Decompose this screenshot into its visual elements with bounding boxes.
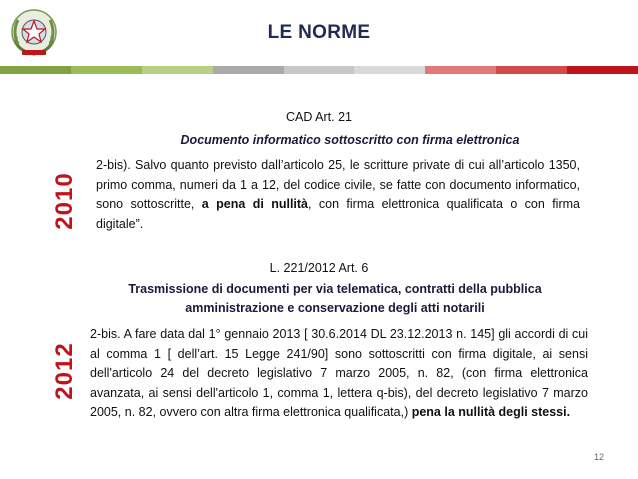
- stripe-segment: [142, 66, 213, 74]
- paragraph-2012-text: 2-bis. A fare data dal 1° gennaio 2013 [ 30.6.2014 DL 23.12.2013 n. 145] gli accordi di cui al comma 1 [ dell’art. 15 Legge 241/90] sono sottoscritti con firma digitale, ai sensi dell'articolo 24 del decreto legislativo 7 marzo 2005, n. 82, (con firma elettronica avanzata, ai sensi dell'articolo 1, comma 1, lettera q-bis), del decreto legislativo 7 marzo 2005, n. 82, ovvero con altra firma elettronica qualificata,): [90, 327, 588, 420]
- color-stripe: [0, 66, 638, 74]
- stripe-segment: [496, 66, 567, 74]
- paragraph-2010-text: 2-bis). Salvo quanto previsto dall’articolo 25, le scritture private di cui all’articolo 1350, primo comma, numeri da 1 a 12, del codice civile, se fatte con documento informatico, sono sottoscritte,: [96, 158, 580, 212]
- page-title: LE NORME: [267, 22, 371, 43]
- stripe-segment: [213, 66, 284, 74]
- page-number: 12: [593, 452, 604, 462]
- slide-header: [0, 0, 638, 66]
- stripe-segment: [425, 66, 496, 74]
- year-label-2012: 2012: [51, 342, 78, 400]
- paragraph-2010: [96, 156, 580, 234]
- stripe-segment: [0, 66, 71, 74]
- stripe-segment: [567, 66, 638, 74]
- subtitle-trasmissione-documenti: Trasmissione di documenti per via telematica, contratti della pubblica amministrazione e conservazione degli atti notarili: [128, 282, 542, 315]
- year-label-2010: 2010: [51, 172, 78, 230]
- heading-legge-221-2012: L. 221/2012 Art. 6: [269, 261, 369, 275]
- paragraph-2010-bold: a pena di nullità: [201, 197, 309, 212]
- heading-cad-art-21: CAD Art. 21: [286, 110, 352, 124]
- stripe-segment: [284, 66, 355, 74]
- stripe-segment: [354, 66, 425, 74]
- stripe-segment: [71, 66, 142, 74]
- paragraph-2010-end: , con firma elettronica qualificata o con firma digitale”.: [96, 197, 580, 231]
- paragraph-2012-bold: pena la nullità degli stessi.: [411, 405, 571, 420]
- paragraph-2012: [90, 325, 588, 423]
- subtitle-documento-informatico: Documento informatico sottoscritto con firma elettronica: [180, 133, 520, 147]
